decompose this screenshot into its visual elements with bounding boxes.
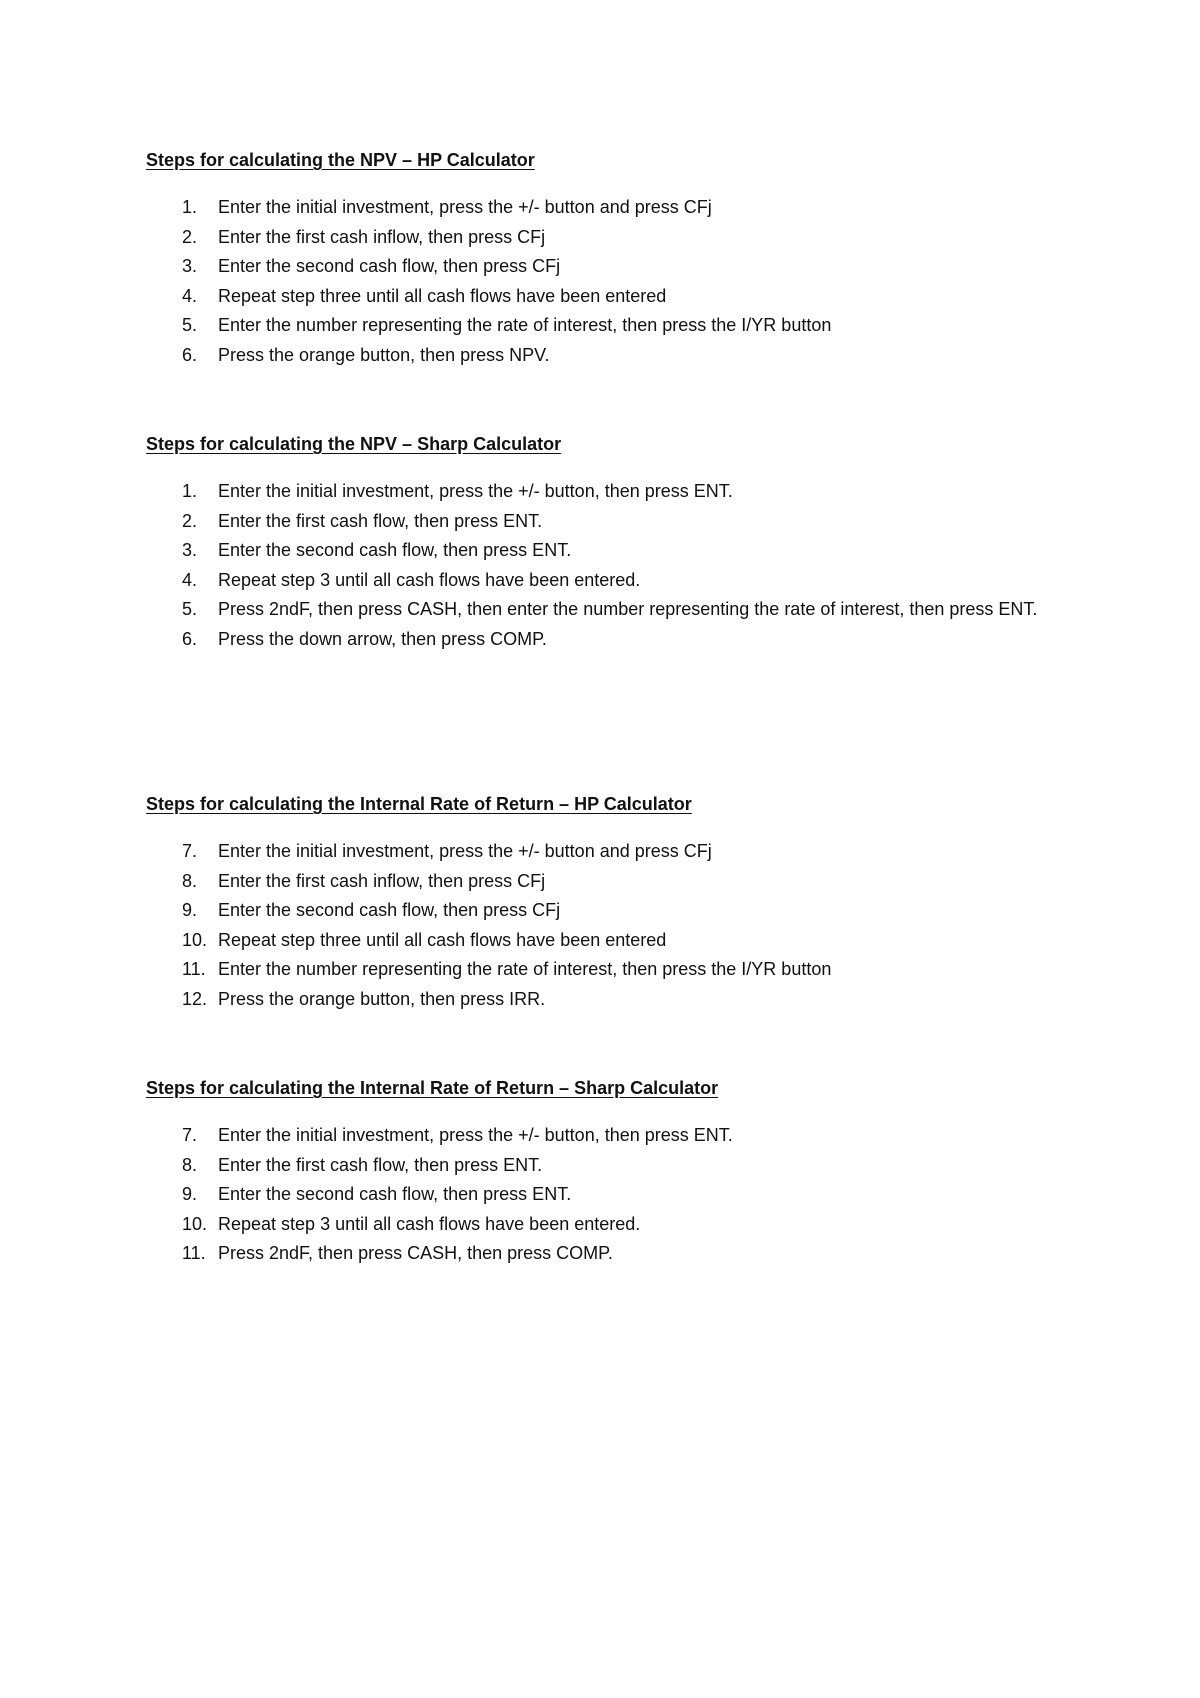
list-item	[146, 625, 1106, 655]
step-text: Press 2ndF, then press CASH, then enter the number representing the rate of interest, then press ENT.	[218, 599, 1038, 619]
step-list	[146, 837, 1106, 1014]
list-item	[146, 566, 1106, 596]
list-item	[146, 311, 1106, 341]
list-item	[146, 1151, 1106, 1181]
step-text: Enter the initial investment, press the +/- button, then press ENT.	[218, 481, 733, 501]
list-item	[146, 252, 1106, 282]
step-list	[146, 193, 1106, 370]
step-number: 12.	[182, 988, 208, 1009]
step-number: 7.	[182, 1125, 198, 1145]
section-irr-sharp	[146, 1077, 1106, 1269]
step-text: Enter the number representing the rate of interest, then press the I/YR button	[218, 315, 832, 335]
list-item	[146, 867, 1106, 897]
list-item	[146, 926, 1106, 956]
step-text: Enter the second cash flow, then press ENT.	[218, 540, 572, 560]
list-item	[146, 223, 1106, 253]
step-number: 6.	[182, 344, 198, 365]
step-number: 8.	[182, 1154, 198, 1175]
step-text: Press the down arrow, then press COMP.	[218, 628, 547, 649]
step-number: 9.	[182, 1184, 198, 1204]
step-number: 3.	[182, 540, 198, 560]
step-text: Enter the number representing the rate of interest, then press the I/YR button	[218, 959, 832, 979]
list-item	[146, 1239, 1106, 1269]
list-item	[146, 536, 1106, 566]
step-text: Enter the second cash flow, then press CFj	[218, 900, 561, 920]
step-number: 4.	[182, 569, 198, 590]
list-item	[146, 282, 1106, 312]
step-text: Repeat step three until all cash flows have been entered	[218, 285, 667, 306]
list-item	[146, 955, 1106, 985]
step-text: Press the orange button, then press IRR.	[218, 988, 546, 1009]
step-text: Repeat step 3 until all cash flows have been entered.	[218, 569, 641, 590]
step-number: 7.	[182, 841, 198, 861]
step-number: 2.	[182, 510, 198, 531]
step-number: 8.	[182, 870, 198, 891]
step-number: 2.	[182, 226, 198, 247]
section-title: Steps for calculating the NPV – HP Calculator	[146, 150, 535, 170]
step-text: Enter the second cash flow, then press ENT.	[218, 1184, 572, 1204]
step-text: Press the orange button, then press NPV.	[218, 344, 550, 365]
step-text: Repeat step three until all cash flows have been entered	[218, 929, 667, 950]
list-item	[146, 193, 1106, 223]
step-text: Enter the first cash inflow, then press CFj	[218, 226, 546, 247]
section-title: Steps for calculating the Internal Rate of Return – Sharp Calculator	[146, 1078, 719, 1098]
step-number: 11.	[182, 1243, 206, 1263]
step-number: 1.	[182, 197, 198, 217]
step-text: Enter the initial investment, press the +/- button and press CFj	[218, 841, 712, 861]
section-title: Steps for calculating the Internal Rate of Return – HP Calculator	[146, 794, 692, 814]
step-number: 4.	[182, 285, 198, 306]
list-item	[146, 341, 1106, 371]
step-text: Enter the first cash inflow, then press CFj	[218, 870, 546, 891]
step-text: Enter the initial investment, press the +/- button and press CFj	[218, 197, 712, 217]
step-number: 5.	[182, 315, 198, 335]
list-item	[146, 1180, 1106, 1210]
list-item	[146, 837, 1106, 867]
step-number: 3.	[182, 256, 198, 276]
step-text: Enter the first cash flow, then press ENT.	[218, 1154, 543, 1175]
list-item	[146, 896, 1106, 926]
step-list	[146, 1121, 1106, 1269]
section-irr-hp	[146, 793, 1106, 1014]
list-item	[146, 1210, 1106, 1240]
step-number: 9.	[182, 900, 198, 920]
list-item	[146, 1121, 1106, 1151]
step-text: Press 2ndF, then press CASH, then press COMP.	[218, 1243, 613, 1263]
step-number: 10.	[182, 929, 208, 950]
section-title: Steps for calculating the NPV – Sharp Calculator	[146, 434, 562, 454]
list-item	[146, 477, 1106, 507]
step-text: Enter the initial investment, press the +/- button, then press ENT.	[218, 1125, 733, 1145]
step-number: 5.	[182, 599, 198, 619]
step-text: Enter the second cash flow, then press CFj	[218, 256, 561, 276]
step-number: 10.	[182, 1213, 208, 1234]
list-item	[146, 507, 1106, 537]
section-npv-hp	[146, 149, 1106, 370]
section-npv-sharp	[146, 433, 1106, 654]
list-item	[146, 985, 1106, 1015]
step-list	[146, 477, 1106, 654]
list-item	[146, 595, 1106, 625]
step-number: 11.	[182, 959, 206, 979]
step-text: Enter the first cash flow, then press ENT.	[218, 510, 543, 531]
step-number: 6.	[182, 628, 198, 649]
step-text: Repeat step 3 until all cash flows have been entered.	[218, 1213, 641, 1234]
step-number: 1.	[182, 481, 198, 501]
